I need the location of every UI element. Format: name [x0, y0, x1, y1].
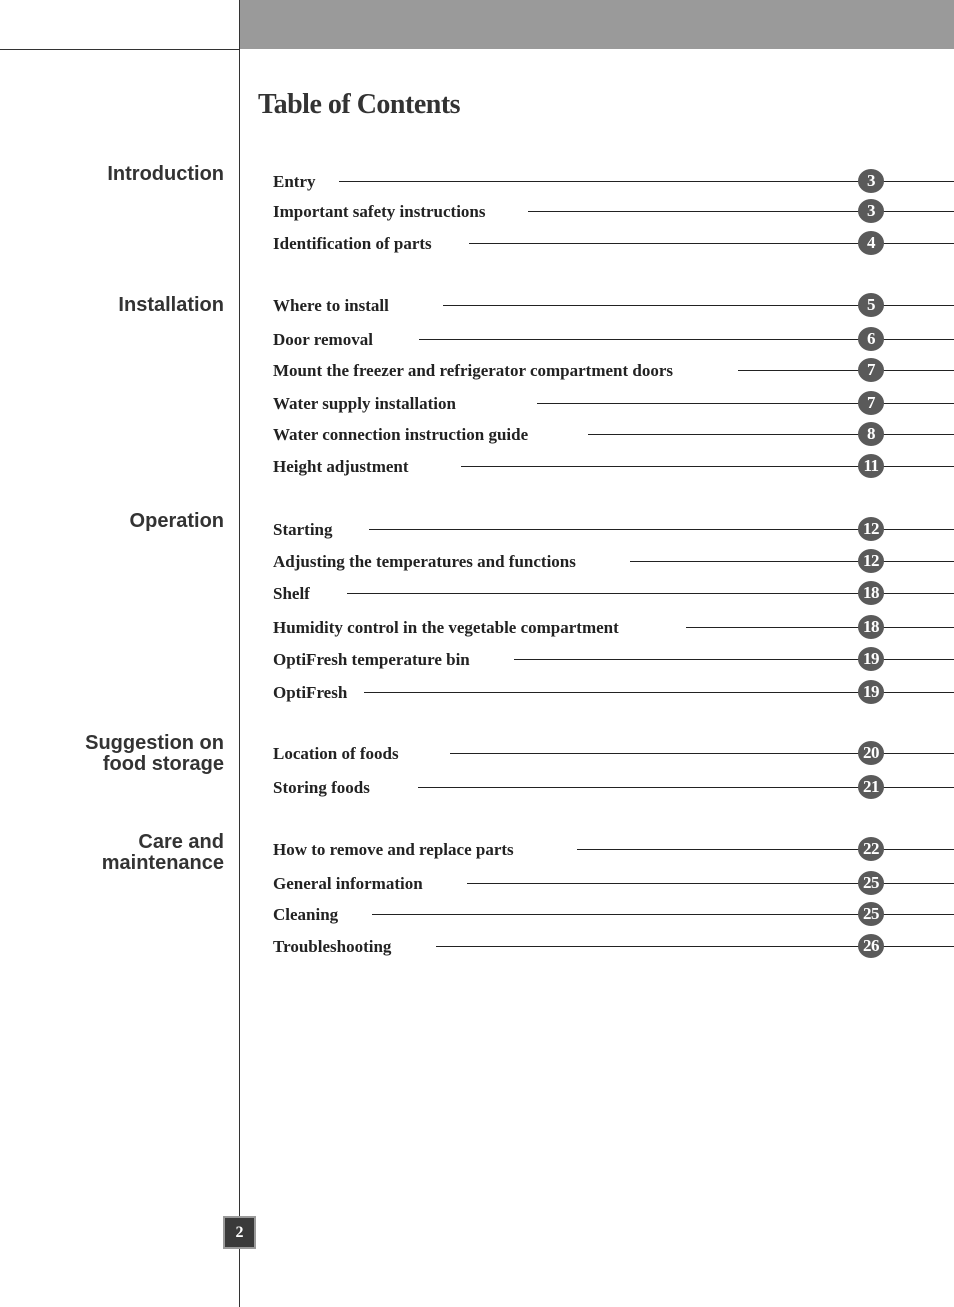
toc-entry-storing-foods[interactable] [0, 777, 954, 819]
toc-entry-title: Adjusting the temperatures and functions [273, 552, 576, 571]
toc-entry-title: Starting [273, 520, 333, 539]
toc-entry-title: Water connection instruction guide [273, 425, 529, 444]
toc-entry-title: Location of foods [273, 744, 399, 763]
section-label-food-storage: Suggestion on food storage [85, 732, 224, 775]
toc-entry-title: OptiFresh [273, 683, 348, 702]
toc-entry-title: Water supply installation [273, 394, 456, 413]
page-number-badge: 4 [858, 231, 884, 255]
toc-entry-title: Shelf [273, 584, 310, 603]
leader-line [738, 370, 954, 371]
page-number-badge: 25 [858, 871, 884, 895]
toc-entry-title: How to remove and replace parts [273, 840, 514, 859]
toc-entry-mount-doors[interactable] [0, 360, 954, 402]
leader-line [630, 561, 954, 562]
section-label-care-maintenance: Care and maintenance [101, 831, 224, 874]
toc-entry-optifresh-bin[interactable] [0, 649, 954, 691]
toc-entry-cleaning[interactable] [0, 904, 954, 946]
toc-entry-title: Door removal [273, 330, 373, 349]
toc-entry-location-of-foods[interactable] [0, 743, 954, 785]
toc-entry-identification-of-parts[interactable] [0, 233, 954, 275]
page-number-badge: 19 [858, 647, 884, 671]
page-number-badge: 5 [858, 293, 884, 317]
toc-entry-title: Important safety instructions [273, 202, 486, 221]
toc-entry-adjusting-temperatures[interactable] [0, 551, 954, 593]
toc-entry-optifresh[interactable] [0, 682, 954, 724]
toc-entry-general-information[interactable] [0, 873, 954, 915]
leader-line [588, 434, 954, 435]
page-number-badge: 12 [858, 517, 884, 541]
page-number-badge: 7 [858, 391, 884, 415]
page-number-badge: 18 [858, 581, 884, 605]
toc-entry-title: OptiFresh temperature bin [273, 650, 470, 669]
toc-entry-title: Where to install [273, 296, 389, 315]
page-number-badge: 3 [858, 199, 884, 223]
toc-entry-water-connection-guide[interactable] [0, 424, 954, 466]
section-label-operation: Operation [129, 510, 224, 532]
toc-entry-remove-replace-parts[interactable] [0, 839, 954, 881]
leader-line [514, 659, 954, 660]
toc-entry-where-to-install[interactable] [0, 295, 954, 337]
leader-line [528, 211, 954, 212]
header-bar [240, 0, 954, 49]
toc-entry-title: Storing foods [273, 778, 370, 797]
toc-entry-title: Entry [273, 172, 316, 191]
page-number-badge: 11 [858, 454, 884, 478]
page-number-badge: 26 [858, 934, 884, 958]
page-number-badge: 21 [858, 775, 884, 799]
toc-entry-title: Identification of parts [273, 234, 432, 253]
section-label-installation: Installation [118, 294, 224, 316]
page-number-badge: 6 [858, 327, 884, 351]
toc-entry-troubleshooting[interactable] [0, 936, 954, 978]
page-number-badge: 18 [858, 615, 884, 639]
toc-entry-humidity-control[interactable] [0, 617, 954, 659]
page-number-badge: 19 [858, 680, 884, 704]
page-number-badge: 8 [858, 422, 884, 446]
toc-entry-title: General information [273, 874, 423, 893]
toc-entry-title: Humidity control in the vegetable compartment [273, 618, 619, 637]
toc-entry-safety-instructions[interactable] [0, 201, 954, 243]
leader-line [577, 849, 954, 850]
page-title: Table of Contents [258, 89, 461, 120]
toc-entry-title: Troubleshooting [273, 937, 392, 956]
section-label-introduction: Introduction [107, 163, 224, 185]
page-number-badge: 3 [858, 169, 884, 193]
page-number-badge: 7 [858, 358, 884, 382]
page-number-box [223, 1216, 256, 1249]
toc-entry-title: Mount the freezer and refrigerator compartment doors [273, 361, 674, 380]
leader-line [686, 627, 954, 628]
leader-line [537, 403, 954, 404]
toc-entry-height-adjustment[interactable] [0, 456, 954, 498]
top-divider [0, 49, 240, 50]
toc-entry-title: Cleaning [273, 905, 339, 924]
page-number-badge: 25 [858, 902, 884, 926]
page-number-badge: 20 [858, 741, 884, 765]
toc-entry-title: Height adjustment [273, 457, 409, 476]
page-number-badge: 12 [858, 549, 884, 573]
page-number: 2 [225, 1218, 254, 1247]
page-number-badge: 22 [858, 837, 884, 861]
